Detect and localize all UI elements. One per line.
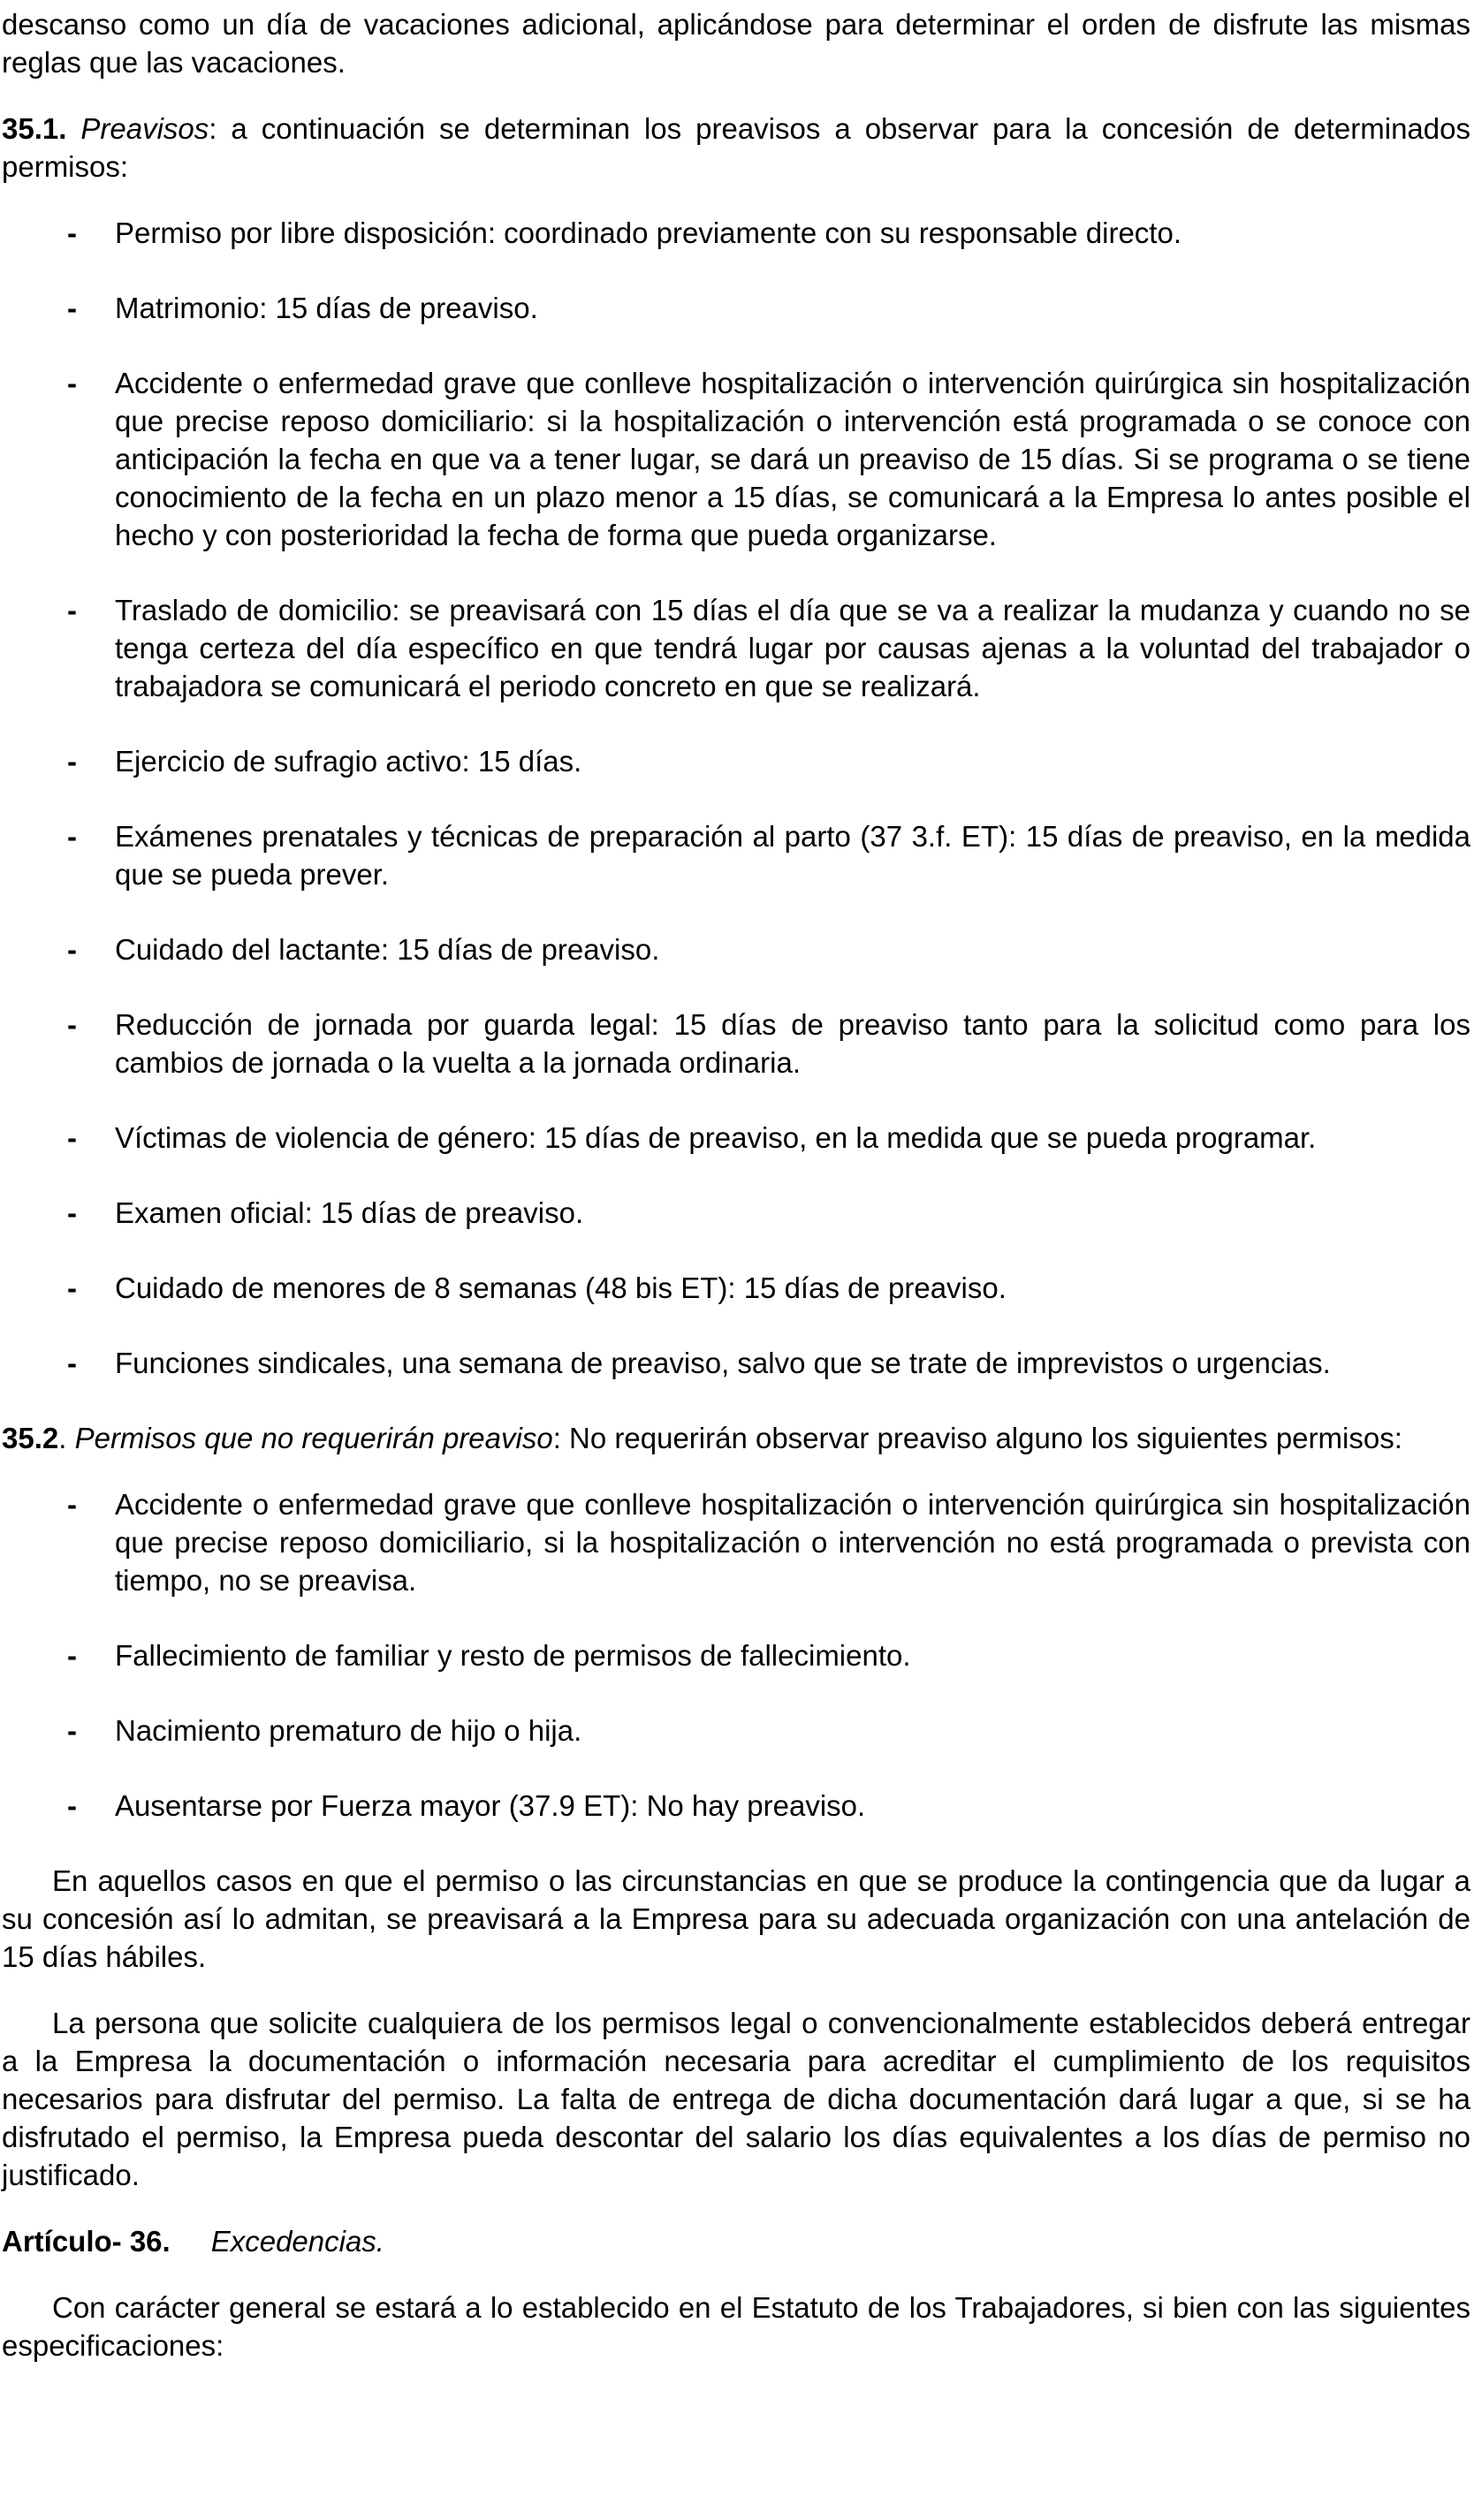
list-item-text: Reducción de jornada por guarda legal: 15 días de preaviso tanto para la solicitud como para los cambios de jornada o la vuelta a la jornada ordinaria.: [115, 1008, 1470, 1079]
paragraph: [2, 2004, 1470, 2194]
bullet-dash-icon: -: [67, 1008, 77, 1041]
list-item-text: Examen oficial: 15 días de preaviso.: [115, 1196, 584, 1229]
paragraph: [2, 5, 1470, 81]
text-segment: 35.2: [2, 1422, 59, 1454]
bullet-dash-icon: -: [67, 1196, 77, 1229]
text-segment: Excedencias.: [210, 2225, 384, 2258]
list-item-text: Funciones sindicales, una semana de preaviso, salvo que se trate de imprevistos o urgencias.: [115, 1347, 1331, 1379]
bullet-dash-icon: -: [67, 820, 77, 853]
list-item-text: Fallecimiento de familiar y resto de permisos de fallecimiento.: [115, 1639, 911, 1672]
text-segment: : No requerirán observar preaviso alguno los siguientes permisos:: [552, 1422, 1402, 1454]
list-item-text: Nacimiento prematuro de hijo o hija.: [115, 1714, 582, 1747]
bullet-dash-icon: -: [67, 1639, 77, 1672]
list-item-text: Cuidado de menores de 8 semanas (48 bis ET): 15 días de preaviso.: [115, 1271, 1007, 1304]
text-segment: Permisos que no requerirán preaviso: [74, 1422, 553, 1454]
list-item: [2, 214, 1470, 252]
bullet-dash-icon: -: [67, 216, 77, 249]
text-segment: descanso como un día de vacaciones adicional, aplicándose para determinar el orden de disfrute las mismas reglas que las vacaciones.: [2, 8, 1470, 79]
list-item: [2, 1344, 1470, 1382]
paragraph: [2, 1419, 1470, 1457]
list-item: [2, 1712, 1470, 1750]
list-item-text: Exámenes prenatales y técnicas de preparación al parto (37 3.f. ET): 15 días de preaviso, en la medida que se pueda prever.: [115, 820, 1470, 891]
paragraph: [2, 110, 1470, 186]
list-item: [2, 1006, 1470, 1082]
list-item: [2, 591, 1470, 705]
list-item-text: Accidente o enfermedad grave que conlleve hospitalización o intervención quirúrgica sin hospitalización que precise reposo domiciliario, si la hospitalización o intervención no está programada o prevista con tiempo, no se preavisa.: [115, 1488, 1470, 1597]
bullet-dash-icon: -: [67, 292, 77, 324]
list-item-text: Traslado de domicilio: se preavisará con 15 días el día que se va a realizar la mudanza y cuando no se tenga certeza del día específico en que tendrá lugar por causas ajenas a la voluntad del trabajador o trabajadora se comunicará el periodo concreto en que se realizará.: [115, 594, 1470, 702]
bullet-dash-icon: -: [67, 1271, 77, 1304]
bullet-dash-icon: -: [67, 367, 77, 399]
list-item: [2, 1119, 1470, 1157]
list-item: [2, 1269, 1470, 1307]
list-item-text: Matrimonio: 15 días de preaviso.: [115, 292, 538, 324]
text-segment: Con carácter general se estará a lo establecido en el Estatuto de los Trabajadores, si bien con las siguientes especificaciones:: [2, 2291, 1470, 2362]
text-segment: En aquellos casos en que el permiso o las circunstancias en que se produce la contingencia que da lugar a su concesión así lo admitan, se preavisará a la Empresa para su adecuada organización con una antelación de 15 días hábiles.: [2, 1864, 1470, 1973]
list-item-text: Ejercicio de sufragio activo: 15 días.: [115, 745, 582, 778]
list-item: [2, 364, 1470, 554]
list-item: [2, 289, 1470, 327]
list-item-text: Accidente o enfermedad grave que conlleve hospitalización o intervención quirúrgica sin hospitalización que precise reposo domiciliario: si la hospitalización o intervención está programada o se conoce con anticipación la fecha en que va a tener lugar, se dará un preaviso de 15 días. Si se programa o se tiene conocimiento de la fecha en un plazo menor a 15 días, se comunicará a la Empresa lo antes posible el hecho y con posterioridad la fecha de forma que pueda organizarse.: [115, 367, 1470, 551]
list-item: [2, 817, 1470, 893]
bullet-dash-icon: -: [67, 1121, 77, 1154]
list-item: [2, 1194, 1470, 1232]
bullet-list: [2, 214, 1470, 1382]
bullet-dash-icon: -: [67, 933, 77, 966]
list-item: [2, 742, 1470, 780]
bullet-dash-icon: -: [67, 1347, 77, 1379]
bullet-dash-icon: -: [67, 1789, 77, 1822]
bullet-dash-icon: -: [67, 594, 77, 626]
list-item-text: Víctimas de violencia de género: 15 días de preaviso, en la medida que se pueda programar.: [115, 1121, 1317, 1154]
list-item: [2, 1485, 1470, 1599]
bullet-list: [2, 1485, 1470, 1825]
text-segment: 35.1.: [2, 112, 81, 145]
section-heading: [2, 2222, 1470, 2260]
list-item: [2, 1787, 1470, 1825]
text-segment: : a continuación se determinan los preavisos a observar para la concesión de determinados permisos:: [2, 112, 1470, 183]
list-item-text: Cuidado del lactante: 15 días de preaviso.: [115, 933, 660, 966]
text-segment: Artículo- 36.: [2, 2225, 171, 2258]
bullet-dash-icon: -: [67, 1714, 77, 1747]
bullet-dash-icon: -: [67, 745, 77, 778]
bullet-dash-icon: -: [67, 1488, 77, 1521]
list-item: [2, 930, 1470, 968]
paragraph: [2, 2288, 1470, 2364]
list-item-text: Permiso por libre disposición: coordinado previamente con su responsable directo.: [115, 216, 1181, 249]
text-segment: La persona que solicite cualquiera de los permisos legal o convencionalmente establecidos deberá entregar a la Empresa la documentación o información necesaria para acreditar el cumplimiento de los requisitos necesarios para disfrutar del permiso. La falta de entrega de dicha documentación dará lugar a que, si se ha disfrutado el permiso, la Empresa pueda descontar del salario los días equivalentes a los días de permiso no justificado.: [2, 2007, 1470, 2191]
list-item-text: Ausentarse por Fuerza mayor (37.9 ET): No hay preaviso.: [115, 1789, 866, 1822]
paragraph: [2, 1862, 1470, 1976]
list-item: [2, 1636, 1470, 1674]
text-segment: .: [58, 1422, 75, 1454]
text-segment: Preavisos: [80, 112, 209, 145]
